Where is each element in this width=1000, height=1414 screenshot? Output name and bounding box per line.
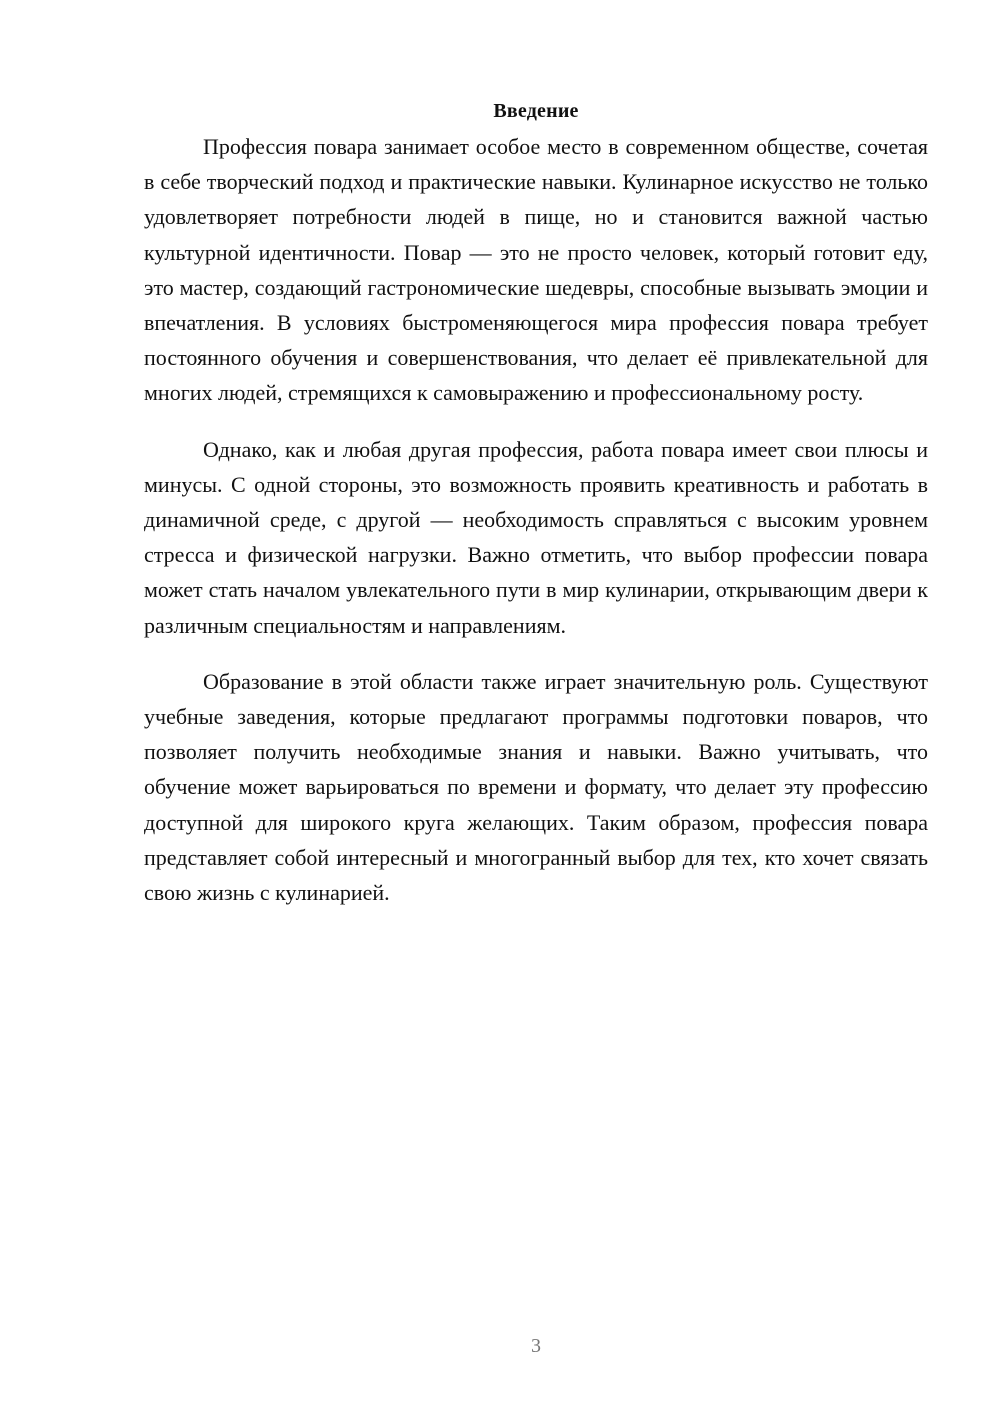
paragraph-pros-cons: Однако, как и любая другая профессия, работа повара имеет свои плюсы и минусы. С одной стороны, это возможность проявить креативность и работать в динамичной среде, с другой — необходимость справляться с высоким уровнем стресса и физической нагрузки. Важно отметить, что выбор профессии повара может стать началом увлекательного пути в мир кулинарии, открывающим двери к различным специальностям и направлениям. (144, 436, 928, 638)
section-heading: Введение (493, 100, 579, 122)
page-content (144, 94, 928, 910)
paragraph-education: Образование в этой области также играет значительную роль. Существуют учебные заведения, которые предлагают программы подготовки поваров, что позволяет получить необходимые знания и навыки. Важно учитывать, что обучение может варьироваться по времени и формату, что делает эту профессию доступной для широкого круга желающих. Таким образом, профессия повара представляет собой интересный и многогранный выбор для тех, кто хочет связать свою жизнь с кулинарией. (144, 668, 928, 906)
page-number: 3 (531, 1335, 541, 1357)
paragraph-intro: Профессия повара занимает особое место в современном обществе, сочетая в себе творческий подход и практические навыки. Кулинарное искусство не только удовлетворяет потребности людей в пище, но и становится важной частью культурной идентичности. Повар — это не просто человек, который готовит еду, это мастер, создающий гастрономические шедевры, способные вызывать эмоции и впечатления. В условиях быстроменяющегося мира профессия повара требует постоянного обучения и совершенствования, что делает её привлекательной для многих людей, стремящихся к самовыражению и профессиональному росту. (144, 134, 928, 406)
